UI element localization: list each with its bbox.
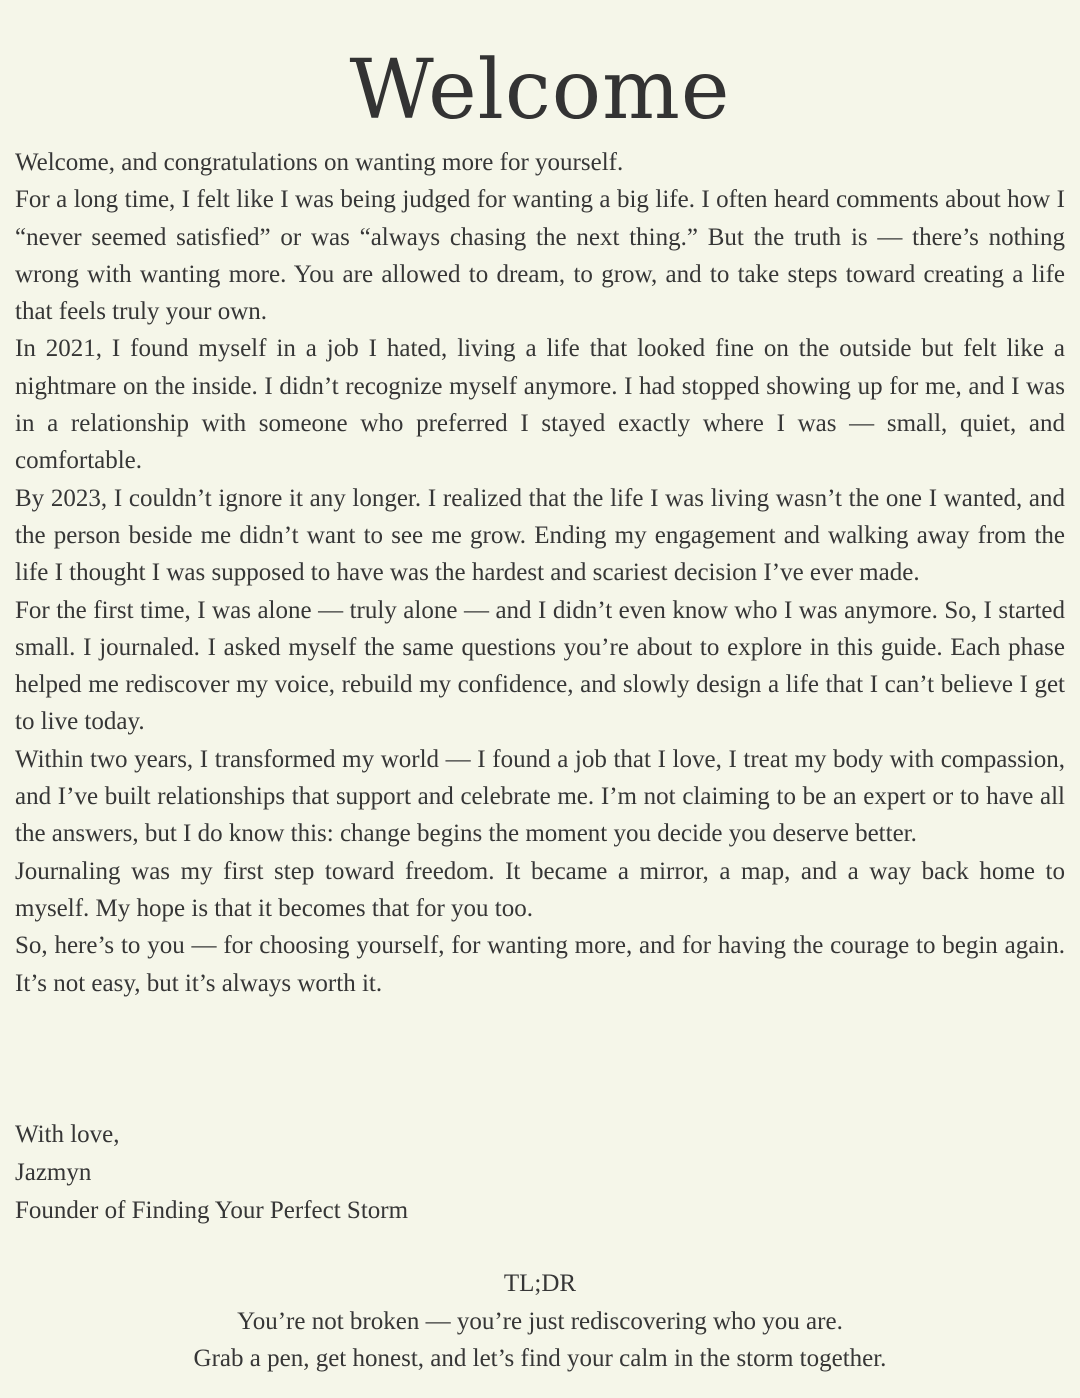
signoff-name: Jazmyn (15, 1159, 92, 1186)
paragraph-2023: By 2023, I couldn’t ignore it any longer. I realized that the life I was living wasn’t the one I wanted, and the person beside me didn’t want to see me grow. Ending my engagement and walking away from the life I thought I was supposed to have was the hardest and scariest decision I’ve ever made. (15, 484, 1065, 587)
paragraph-journaling: Journaling was my first step toward freedom. It became a mirror, a map, and a way back home to myself. My hope is that it becomes that for you too. (15, 857, 1065, 922)
page-title: Welcome (349, 43, 731, 138)
paragraph-toast: So, here’s to you — for choosing yourself, for wanting more, and for having the courage to begin again. It’s not easy, but it’s always worth it. (15, 932, 1065, 997)
tldr-heading: TL;DR (503, 1270, 577, 1297)
tldr-line-1: You’re not broken — you’re just rediscovering who you are. (237, 1307, 843, 1335)
signoff-closing: With love, (15, 1121, 120, 1148)
tldr-section (0, 1265, 1080, 1378)
letter-body (15, 144, 1065, 1002)
paragraph-transformation: Within two years, I transformed my world — I found a job that I love, I treat my body with compassion, and I’ve built relationships that support and celebrate me. I’m not claiming to be an expert or to have all the answers, but I do know this: change begins the moment you decide you deserve better. (15, 745, 1065, 848)
paragraph-wanting-more: For a long time, I felt like I was being judged for wanting a big life. I often heard comments about how I “never seemed satisfied” or was “always chasing the next thing.” But the truth is — there’s nothing wrong with wanting more. You are allowed to dream, to grow, and to take steps toward creating a life that feels truly your own. (15, 186, 1065, 326)
paragraph-alone: For the first time, I was alone — truly alone — and I didn’t even know who I was anymore. So, I started small. I journaled. I asked myself the same questions you’re about to explore in this guide. Each phase helped me rediscover my voice, rebuild my confidence, and slowly design a life that I can’t believe I get to live today. (15, 596, 1065, 736)
paragraph-2021: In 2021, I found myself in a job I hated, living a life that looked fine on the outside but felt like a nightmare on the inside. I didn’t recognize myself anymore. I had stopped showing up for me, and I was in a relationship with someone who preferred I stayed exactly where I was — small, quiet, and comfortable. (15, 335, 1065, 475)
signoff-role: Founder of Finding Your Perfect Storm (15, 1197, 409, 1224)
signoff (15, 1116, 1065, 1230)
paragraph-intro: Welcome, and congratulations on wanting more for yourself. (15, 149, 624, 176)
tldr-line-2: Grab a pen, get honest, and let’s find your calm in the storm together. (193, 1345, 887, 1372)
